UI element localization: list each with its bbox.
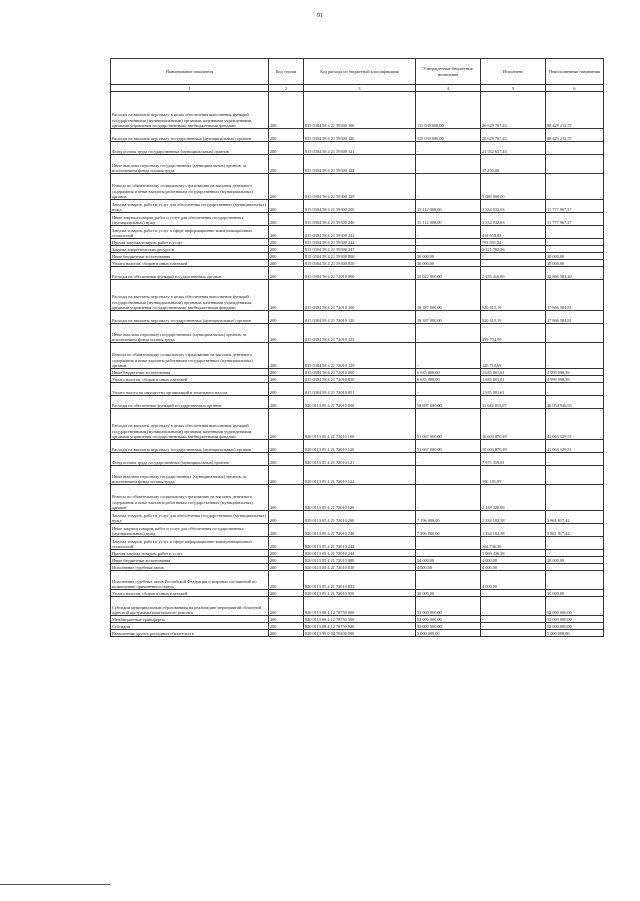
row-executed-amount: 1 069 436,28 [481,550,546,557]
row-line-code: 200 [269,396,304,409]
header-executed: Исполнено [481,59,546,85]
row-unexecuted-amount: 52 000 000,00 [546,616,604,623]
row-executed-amount: 2 155 416,80 [481,267,546,280]
row-unexecuted-amount: 5 000 000,00 [546,630,604,637]
table-row [111,376,604,383]
row-line-code: 200 [269,142,304,155]
table-row [111,253,604,260]
table-row [111,537,604,550]
row-executed-amount: - [481,253,546,260]
column-number: 5 [481,85,546,92]
row-name: Уплата налогов, сборов и иных платежей [111,260,269,267]
row-line-code: 200 [269,537,304,550]
table-row [111,260,604,267]
row-unexecuted-amount: 52 000 000,00 [546,623,604,630]
table-row [111,383,604,396]
row-unexecuted-amount: - [546,550,604,557]
row-unexecuted-amount: - [546,537,604,550]
row-approved-amount: 15 112 000,00 [416,200,481,213]
table-row [111,597,604,616]
table-row [111,129,604,142]
table-row [111,511,604,524]
row-executed-amount: 21 532 637,43 [481,142,546,155]
row-unexecuted-amount: 4 999 998,39 [546,369,604,376]
row-line-code: 200 [269,200,304,213]
row-line-code: 200 [269,253,304,260]
row-line-code: 200 [269,213,304,226]
table-body [111,92,604,637]
row-classification-code: 820 0113 05 4 21 72010 240 [304,524,416,537]
row-unexecuted-amount: - [546,485,604,511]
table-row [111,226,604,239]
row-executed-amount: - [481,590,546,597]
row-approved-amount: - [416,383,481,396]
row-approved-amount: 34 000,00 [416,557,481,564]
budget-execution-table [110,58,604,637]
row-name: Расходы на выплаты персоналу государственных (муниципальных) органов [111,129,269,142]
row-line-code: 200 [269,155,304,174]
row-executed-amount: - [481,597,546,616]
row-executed-amount: - [481,260,546,267]
row-unexecuted-amount: 52 000 000,00 [546,597,604,616]
row-approved-amount: - [416,246,481,253]
row-line-code: 200 [269,324,304,343]
row-classification-code: 815 0304 58 4 21 59300 850 [304,260,416,267]
row-name: Расходы на выплаты персоналу в целях обеспечения выполнения функций государственными (муниципальными) органами, казенными учреждениями, органами управления государственными внебюджетными фондами [111,409,269,440]
row-line-code: 200 [269,343,304,369]
header-approved: Утвержденные бюджетные назначения [416,59,481,85]
row-executed-amount: 5 080 000,00 [481,174,546,200]
row-classification-code: 815 0304 58 4 21 59300 242 [304,226,416,239]
row-classification-code: 820 0113 05 4 21 72010 242 [304,537,416,550]
row-classification-code: 820 0113 05 4 21 72010 121 [304,453,416,466]
row-classification-code: 815 0304 58 4 21 72010 800 [304,369,416,376]
table-row [111,280,604,311]
row-classification-code: 815 0304 58 4 21 59300 244 [304,239,416,246]
table-row [111,200,604,213]
table-row [111,485,604,511]
row-name: Межбюджетные трансферты [111,616,269,623]
row-line-code: 200 [269,92,304,129]
table-row [111,440,604,453]
row-name: Исполнение судебных актов [111,564,269,571]
row-name: Взносы по обязательному социальному страхованию на выплаты денежного содержания и иные выплаты работникам государственных (муниципальных) органов [111,343,269,369]
row-classification-code: 815 0304 58 4 21 72010 120 [304,311,416,324]
row-approved-amount: 52 000 000,00 [416,623,481,630]
row-classification-code: 820 0113 05 4 21 72010 120 [304,440,416,453]
row-approved-amount: - [416,324,481,343]
row-classification-code: 820 0113 08 4 12 78750 520 [304,623,416,630]
row-classification-code: 820 0113 08 4 12 78750 500 [304,616,416,623]
row-unexecuted-amount: 17 866 584,81 [546,311,604,324]
row-classification-code: 815 0304 58 4 21 59300 100 [304,92,416,129]
row-executed-amount: 1 334 182,58 [481,524,546,537]
table-row [111,524,604,537]
row-name: Выполнение других расходных обязательств [111,630,269,637]
row-line-code: 200 [269,557,304,564]
column-number: 2 [269,85,304,92]
row-executed-amount: 1 635 001,61 [481,383,546,396]
row-classification-code: 815 0304 58 4 21 59300 120 [304,129,416,142]
row-name: Исполнение судебных актов Российской Федерации и мировых соглашений по возмещению причиненного вреда [111,571,269,590]
row-name: Иные закупки товаров, работ и услуг для обеспечения государственных (муниципальных) нужд [111,524,269,537]
row-approved-amount: - [416,155,481,174]
table-row [111,550,604,557]
row-classification-code: 815 0304 58 4 21 59300 800 [304,253,416,260]
row-classification-code: 815 0304 58 4 21 72010 122 [304,324,416,343]
row-line-code: 200 [269,524,304,537]
header-indicator-name: Наименование показателя [111,59,269,85]
row-name: Закупка товаров, работ и услуг в сфере информационно-коммуникационных технологий [111,537,269,550]
row-classification-code: 815 0304 58 4 21 59300 200 [304,200,416,213]
row-executed-amount: - [481,623,546,630]
row-classification-code: 820 0113 05 4 21 72010 200 [304,511,416,524]
row-executed-amount: 399 704,50 [481,324,546,343]
row-line-code: 200 [269,369,304,376]
row-unexecuted-amount: 22 866 583,20 [546,267,604,280]
row-executed-amount: 4 000,00 [481,557,546,564]
row-approved-amount: 115 039 000,00 [416,129,481,142]
row-line-code: 200 [269,311,304,324]
row-executed-amount: 1 635 001,61 [481,369,546,376]
row-classification-code: 815 0304 58 4 21 72010 100 [304,280,416,311]
row-line-code: 200 [269,280,304,311]
row-executed-amount: 4 000,00 [481,564,546,571]
row-classification-code: 820 0113 05 4 21 72010 830 [304,564,416,571]
row-name: Закупка товаров, работ и услуг для обеспечения государственных (муниципальных) нужд [111,511,269,524]
row-classification-code: 815 0304 58 4 21 72010 851 [304,383,416,396]
row-name: Прочая закупка товаров, работ и услуг [111,239,269,246]
table-row [111,267,604,280]
table-row [111,174,604,200]
row-approved-amount: - [416,174,481,200]
row-approved-amount: 58 897 000,00 [416,396,481,409]
row-executed-amount: 26 629 787,43 [481,92,546,129]
row-name: Расходы на выплаты персоналу государственных (муниципальных) органов [111,440,269,453]
row-approved-amount: 52 000 000,00 [416,616,481,623]
row-name: Расходы на выплаты персоналу в целях обеспечения выполнения функций государственными (муниципальными) органами, казенными учреждениями, органами управления государственными внебюджетными фондами [111,92,269,129]
row-unexecuted-amount: - [546,343,604,369]
row-classification-code: 815 0304 58 4 21 59300 247 [304,246,416,253]
row-approved-amount: - [416,466,481,485]
row-unexecuted-amount: - [546,174,604,200]
row-line-code: 200 [269,129,304,142]
row-line-code: 200 [269,564,304,571]
row-approved-amount: - [416,453,481,466]
row-approved-amount: 18 387 000,00 [416,280,481,311]
row-executed-amount: 2 438 328,69 [481,485,546,511]
row-approved-amount: - [416,142,481,155]
row-unexecuted-amount: 11 777 967,37 [546,213,604,226]
row-approved-amount: 5 000 000,00 [416,630,481,637]
row-name: Субсидии [111,623,269,630]
row-classification-code: 820 0113 05 4 21 72010 122 [304,466,416,485]
row-classification-code: 815 0304 58 4 21 72010 850 [304,376,416,383]
row-line-code: 200 [269,597,304,616]
row-executed-amount: 10 603 870,49 [481,409,546,440]
row-name: Закупка товаров, работ и услуг в сфере информационно-коммуникационных технологий [111,226,269,239]
row-executed-amount: 1 635 001,61 [481,376,546,383]
row-line-code: 200 [269,616,304,623]
table-row [111,630,604,637]
row-classification-code: 815 0304 58 4 21 59300 121 [304,142,416,155]
row-unexecuted-amount: 17 866 584,81 [546,280,604,311]
row-line-code: 200 [269,246,304,253]
row-executed-amount: 793 591,54 [481,239,546,246]
row-executed-amount: - [481,630,546,637]
table-row [111,590,604,597]
table-row [111,409,604,440]
row-executed-amount: - [481,616,546,623]
row-approved-amount: 6 635 000,00 [416,376,481,383]
row-approved-amount: 52 000 000,00 [416,597,481,616]
row-unexecuted-amount: 4 999 998,39 [546,376,604,383]
row-classification-code: 820 0113 08 4 12 78750 000 [304,597,416,616]
header-unexecuted: Неисполненные назначения [546,59,604,85]
row-unexecuted-amount: 88 429 212,57 [546,92,604,129]
row-classification-code: 815 0304 58 4 21 59300 240 [304,213,416,226]
footer-divider [0,884,110,885]
row-unexecuted-amount: - [546,383,604,396]
column-number: 1 [111,85,269,92]
header-classification-code: Код расхода по бюджетной классификации [304,59,416,85]
row-approved-amount: 30 000,00 [416,590,481,597]
row-name: Фонд оплаты труда государственных (муниципальных) органов [111,453,269,466]
row-approved-amount: 18 387 000,00 [416,311,481,324]
row-name: Закупка энергетических ресурсов [111,246,269,253]
table-row [111,246,604,253]
row-approved-amount: 25 022 000,00 [416,267,481,280]
table-row [111,343,604,369]
row-name: Расходы на выплаты персоналу государственных (муниципальных) органов [111,311,269,324]
row-classification-code: 820 0113 05 4 21 72010 831 [304,571,416,590]
row-line-code: 200 [269,239,304,246]
row-executed-amount: 26 629 787,43 [481,129,546,142]
row-name: Иные закупки товаров, работ и услуг для обеспечения государственных (муниципальных) нужд [111,213,269,226]
page-number: 91 [317,13,323,19]
row-name: Иные бюджетные ассигнования [111,557,269,564]
row-unexecuted-amount: 30 000,00 [546,253,604,260]
table-row [111,155,604,174]
row-approved-amount: - [416,550,481,557]
row-name: Иные бюджетные ассигнования [111,253,269,260]
row-unexecuted-amount: 30 000,00 [546,557,604,564]
row-approved-amount: - [416,343,481,369]
row-classification-code: 820 0113 05 4 21 72010 850 [304,590,416,597]
table-row [111,616,604,623]
row-line-code: 200 [269,623,304,630]
row-executed-amount: 264 746,30 [481,537,546,550]
row-line-code: 200 [269,485,304,511]
column-number: 3 [304,85,416,92]
row-approved-amount: 7 196 000,00 [416,511,481,524]
row-unexecuted-amount: 41 063 129,51 [546,409,604,440]
row-approved-amount: 30 000,00 [416,253,481,260]
row-unexecuted-amount: - [546,246,604,253]
row-approved-amount: - [416,226,481,239]
row-approved-amount: - [416,571,481,590]
row-unexecuted-amount: 41 063 129,51 [546,440,604,453]
row-name: Субсидии муниципальным образованиям на реализацию мероприятий областной адресной программы капитального ремонта [111,597,269,616]
row-approved-amount: 15 112 000,00 [416,213,481,226]
row-name: Взносы по обязательному социальному страхованию на выплаты денежного содержания и иные выплаты работникам государственных (муниципальных) органов [111,485,269,511]
row-classification-code: 820 0113 05 4 21 72010 000 [304,396,416,409]
row-line-code: 200 [269,174,304,200]
row-classification-code: 820 0113 05 4 21 72010 129 [304,485,416,511]
table-row [111,311,604,324]
row-unexecuted-amount: - [546,239,604,246]
row-unexecuted-amount: 30 000,00 [546,590,604,597]
row-name: Иные выплаты персоналу государственных (муниципальных) органов, за исключением фонда оплаты труда [111,155,269,174]
row-approved-amount: 51 667 000,00 [416,440,481,453]
row-classification-code: 815 0304 58 4 21 72010 129 [304,343,416,369]
table-row [111,142,604,155]
row-approved-amount: - [416,485,481,511]
row-classification-code: 815 0304 58 4 21 59300 129 [304,174,416,200]
row-approved-amount: 7 196 000,00 [416,524,481,537]
header-line-code: Код строки [269,59,304,85]
row-line-code: 200 [269,376,304,383]
table-row [111,396,604,409]
row-approved-amount: 30 000,00 [416,260,481,267]
row-name: Расходы на обеспечение функций государственных органов [111,396,269,409]
table-row [111,571,604,590]
row-executed-amount: 190 181,99 [481,466,546,485]
row-approved-amount: 6 635 000,00 [416,369,481,376]
row-line-code: 200 [269,226,304,239]
row-classification-code: 820 0113 05 4 21 72010 100 [304,409,416,440]
row-line-code: 200 [269,550,304,557]
row-executed-amount: 10 603 870,49 [481,440,546,453]
row-classification-code: 820 0113 05 4 21 72010 244 [304,550,416,557]
table-row [111,453,604,466]
row-line-code: 200 [269,630,304,637]
table-row [111,564,604,571]
row-unexecuted-amount: - [546,142,604,155]
row-name: Иные бюджетные ассигнования [111,369,269,376]
row-name: Иные выплаты персоналу государственных (муниципальных) органов, за исключением фонда оплаты труда [111,324,269,343]
row-executed-amount: 4 000,00 [481,571,546,590]
row-executed-amount: 11 942 053,07 [481,396,546,409]
row-executed-amount: 520 415,19 [481,311,546,324]
row-line-code: 200 [269,440,304,453]
row-approved-amount: 4 000,00 [416,564,481,571]
row-executed-amount: 17 150,00 [481,155,546,174]
row-name: Фонд оплаты труда государственных (муниципальных) органов [111,142,269,155]
row-line-code: 200 [269,383,304,396]
row-approved-amount: - [416,537,481,550]
row-name: Уплата налогов, сборов и иных платежей [111,376,269,383]
row-executed-amount: 3 334 032,63 [481,200,546,213]
row-executed-amount: 3 334 032,63 [481,213,546,226]
row-name: Уплата налога на имущество организаций и земельного налога [111,383,269,396]
row-unexecuted-amount: - [546,466,604,485]
column-number-row [111,85,604,92]
row-executed-amount: 1 334 182,58 [481,511,546,524]
row-approved-amount: 115 039 000,00 [416,92,481,129]
row-line-code: 200 [269,571,304,590]
row-unexecuted-amount: 88 429 212,57 [546,129,604,142]
table-row [111,92,604,129]
row-executed-amount: 120 710,69 [481,343,546,369]
table-row [111,557,604,564]
row-name: Взносы по обязательному социальному страхованию на выплаты денежного содержания и иные выплаты работникам государственных (муниципальных) органов [111,174,269,200]
row-line-code: 200 [269,267,304,280]
table-row [111,623,604,630]
row-executed-amount: 2 121 782,26 [481,246,546,253]
row-unexecuted-amount: - [546,571,604,590]
row-line-code: 200 [269,409,304,440]
row-name: Иные выплаты персоналу государственных (муниципальных) органов, за исключением фонда оплаты труда [111,466,269,485]
row-line-code: 200 [269,453,304,466]
row-name: Уплата налогов, сборов и иных платежей [111,590,269,597]
row-name: Расходы на обеспечение функций государственных органов [111,267,269,280]
row-unexecuted-amount: 11 777 967,37 [546,200,604,213]
row-executed-amount: 418 658,83 [481,226,546,239]
row-executed-amount: 7 975 359,81 [481,453,546,466]
table-row [111,213,604,226]
row-unexecuted-amount: 46 954 946,93 [546,396,604,409]
row-line-code: 200 [269,260,304,267]
row-unexecuted-amount: - [546,155,604,174]
row-unexecuted-amount: - [546,564,604,571]
row-classification-code: 815 0304 58 4 21 72010 000 [304,267,416,280]
row-line-code: 200 [269,466,304,485]
column-number: 6 [546,85,604,92]
row-unexecuted-amount: - [546,324,604,343]
row-executed-amount: 520 415,19 [481,280,546,311]
column-number: 4 [416,85,481,92]
row-name: Прочая закупка товаров, работ и услуг [111,550,269,557]
row-unexecuted-amount: - [546,453,604,466]
row-classification-code: 820 0113 05 4 21 72010 800 [304,557,416,564]
table-row [111,466,604,485]
row-classification-code: 820 0113 99 0 00 70200 000 [304,630,416,637]
row-name: Закупка товаров, работ и услуг для обеспечения государственных (муниципальных) нужд [111,200,269,213]
row-name: Расходы на выплаты персоналу в целях обеспечения выполнения функций государственными (муниципальными) органами, казенными учреждениями, органами управления государственными внебюджетными фондами [111,280,269,311]
table-row [111,369,604,376]
row-classification-code: 815 0304 58 4 21 59300 122 [304,155,416,174]
row-approved-amount: - [416,239,481,246]
row-unexecuted-amount: 30 000,00 [546,260,604,267]
table-row [111,239,604,246]
row-unexecuted-amount: 5 861 817,42 [546,524,604,537]
table-header-row [111,59,604,85]
row-unexecuted-amount: 5 861 817,42 [546,511,604,524]
row-unexecuted-amount: - [546,226,604,239]
table-row [111,324,604,343]
row-approved-amount: 51 667 000,00 [416,409,481,440]
row-line-code: 200 [269,511,304,524]
row-line-code: 200 [269,590,304,597]
